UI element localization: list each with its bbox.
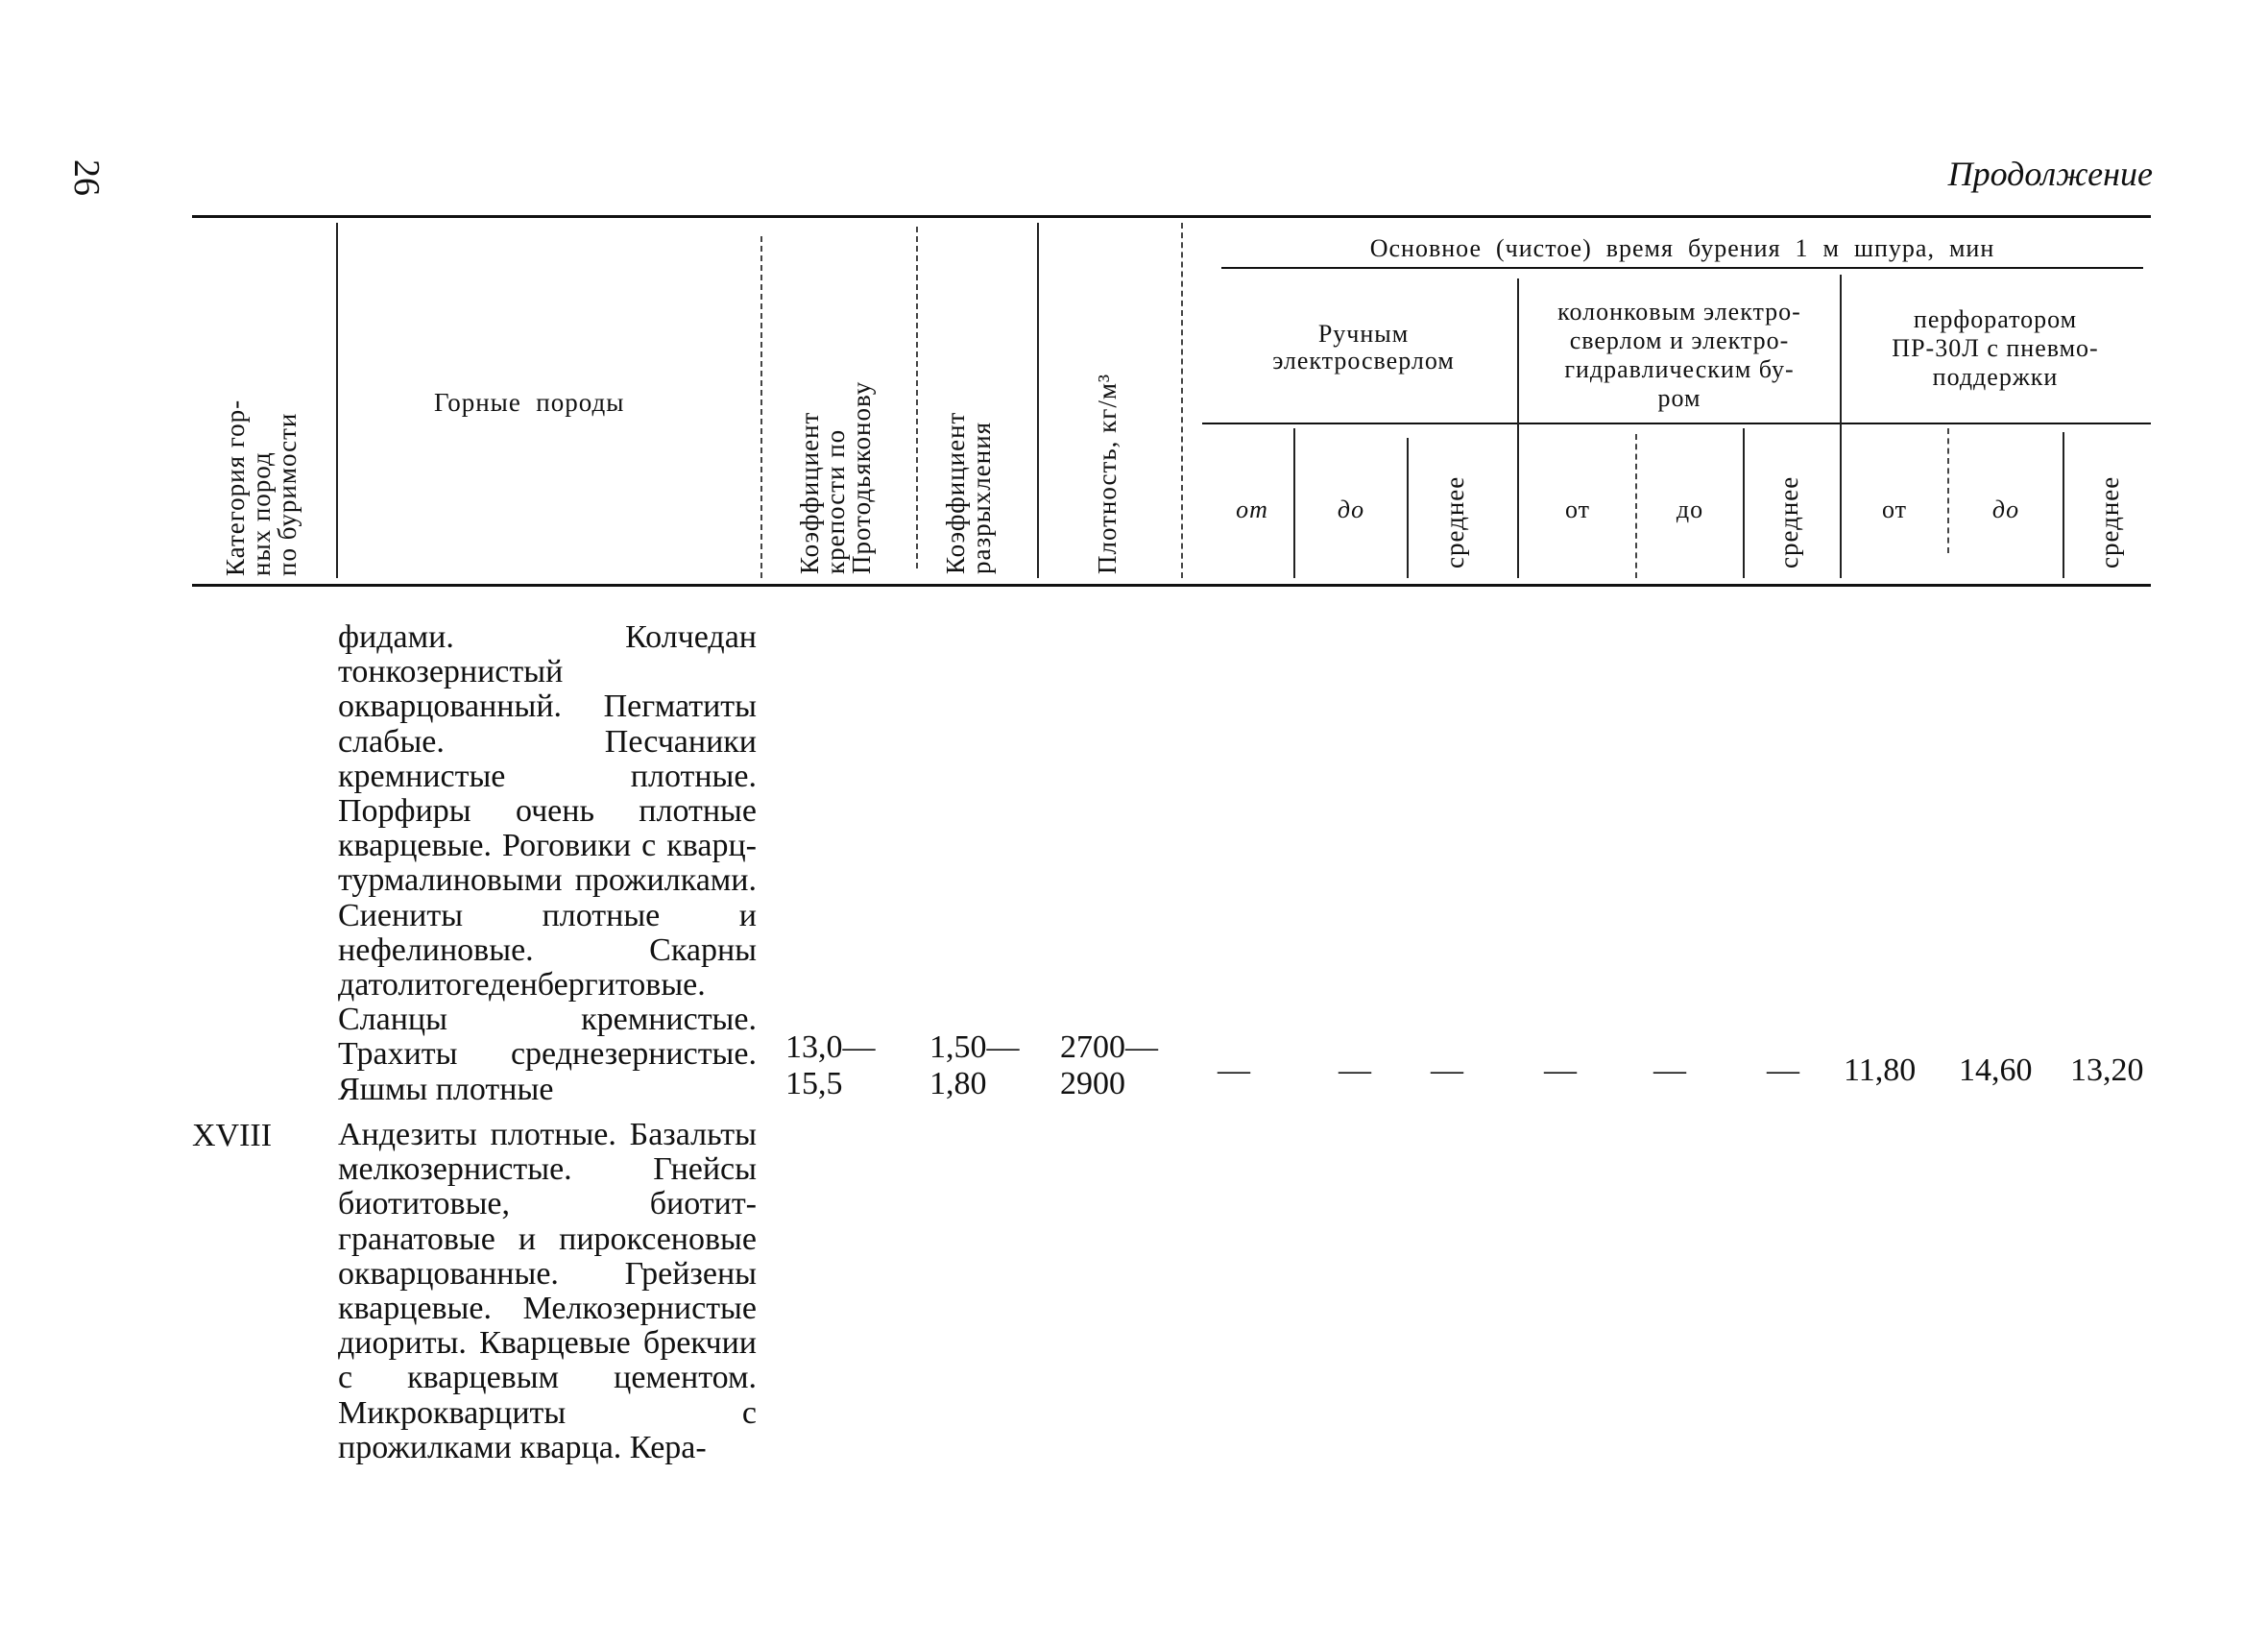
row1-manual-from: — [1218,1052,1250,1088]
row1-column-from: — [1544,1052,1577,1088]
col-sep-manual-group [1517,278,1519,578]
table-row-rocks-1: фидами. Колчедан тонкозернистый окварцованный. Пегматиты слабые. Песчаники кремнистые плотные. Порфиры очень плотные кварцевые. Роговики с кварц-турмалиновыми прожилками. Сиениты плотные и нефелиновые. Скарны датолитогеденбергитовые. Сланцы кремнистые. Трахиты среднезернистые. Яшмы плотные [338,619,757,1107]
page-number: 26 [66,159,107,196]
drilling-time-rule [1221,267,2143,269]
col-sep-category [336,223,338,578]
col-sep-density [1181,223,1183,578]
row1-strength-line1: 13,0— [785,1029,876,1065]
header-rocks: Горные породы [434,388,625,417]
col-sep-strength [916,227,918,568]
col-sep-7 [1947,428,1949,553]
header-group-column: колонковым электро- сверлом и электро- гидравлическим бу- ром [1557,298,1801,412]
col-sep-2 [1407,438,1409,578]
col-sep-8 [2063,432,2064,578]
row1-loosening-line1: 1,50— [929,1029,1020,1065]
table-row-category-2: XVIII [192,1118,273,1153]
header-perforator-avg: среднее [2095,475,2124,568]
row1-manual-to: — [1339,1052,1371,1088]
header-column-from: от [1564,496,1591,523]
row1-loosening-line2: 1,80 [929,1066,987,1101]
header-group-perforator: перфоратором ПР-30Л с пневмо- поддержки [1892,305,2099,391]
col-sep-loosening [1037,223,1039,578]
header-density: Плотность, кг/м³ [1093,373,1122,574]
col-sep-4 [1635,434,1637,578]
header-manual-to: до [1337,496,1365,523]
header-group-manual: Ручным электросверлом [1272,320,1455,375]
header-column-avg: среднее [1774,475,1803,568]
row1-perforator-from: 11,80 [1844,1052,1917,1088]
header-perforator-from: от [1881,496,1908,523]
header-strength: Коэффициент крепости по Протодьяконову [795,380,876,574]
row1-strength-line2: 15,5 [785,1066,843,1101]
table-top-rule [192,215,2151,218]
continuation-label: Продолжение [1947,155,2153,193]
row1-column-to: — [1653,1052,1686,1088]
header-column-to: до [1676,496,1704,523]
header-manual-from: от [1236,496,1268,523]
header-loosening: Коэффициент разрыхления [941,411,996,574]
row1-column-avg: — [1767,1052,1799,1088]
row1-perforator-avg: 13,20 [2070,1052,2144,1088]
col-sep-5 [1743,428,1745,578]
header-manual-avg: среднее [1440,475,1469,568]
subgroup-rule [1202,423,2151,424]
row1-manual-avg: — [1431,1052,1463,1088]
header-category: Категория гор- ных пород по буримости [221,399,302,576]
table-row-rocks-2: Андезиты плотные. Базальты мелкозернистые. Гнейсы биотитовые, биотит-гранатовые и пироксеновые окварцованные. Грейзены кварцевые. Мелкозернистые диориты. Кварцевые брекчии с кварцевым цементом. Микрокварциты с прожилками кварца. Кера- [338,1117,757,1465]
row1-density-line2: 2900 [1060,1066,1125,1101]
col-sep-1 [1293,428,1295,578]
row1-perforator-to: 14,60 [1959,1052,2033,1088]
header-drilling-time: Основное (чистое) время бурения 1 м шпура, мин [1369,234,1995,262]
row1-density-line1: 2700— [1060,1029,1158,1065]
col-sep-column-group [1840,275,1842,578]
table-header-bottom-rule [192,584,2151,587]
col-sep-rocks [760,236,762,578]
header-perforator-to: до [1991,496,2020,523]
